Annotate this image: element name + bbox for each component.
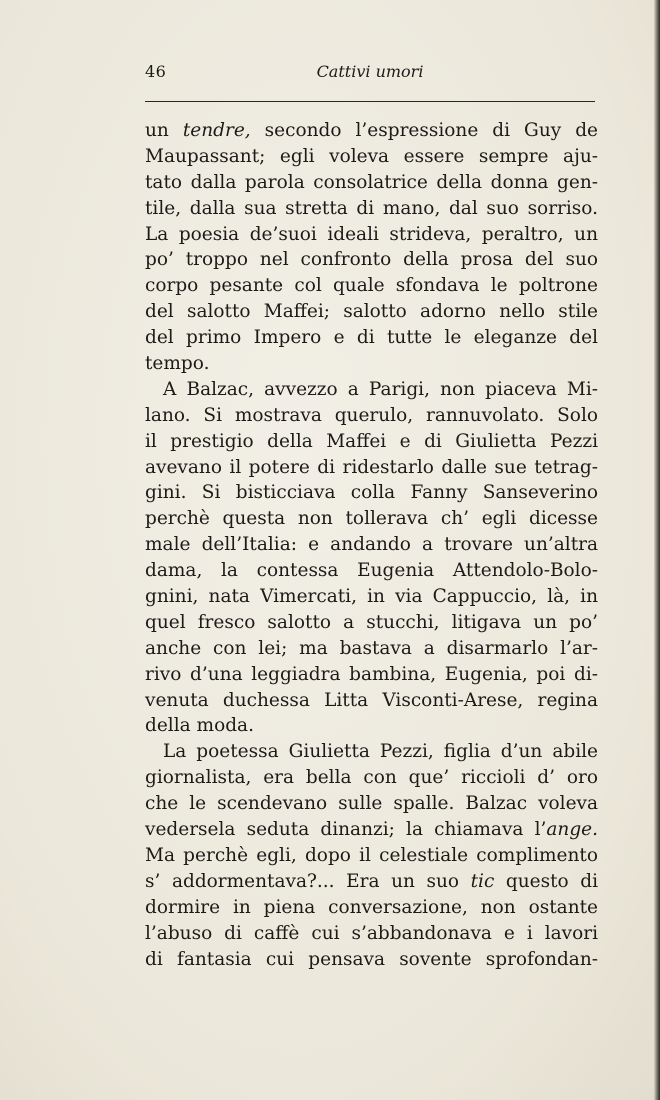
text-line: tato dalla parola consolatrice della donna gen-	[145, 171, 598, 193]
text-line: che le scendevano sulle spalle. Balzac voleva	[145, 793, 598, 815]
text-line: vedersela seduta dinanzi; la chiamava l’ange.	[145, 819, 598, 841]
text-line: lano. Si mostrava querulo, rannuvolato. Solo	[145, 404, 598, 426]
text-line: del primo Impero e di tutte le eleganze del	[145, 327, 598, 349]
text-line: La poesia de’suoi ideali strideva, peraltro, un	[145, 223, 598, 245]
text-line: Ma perchè egli, dopo il celestiale complimento	[145, 844, 598, 866]
text-line: tile, dalla sua stretta di mano, dal suo sorriso.	[145, 197, 598, 219]
text-line: di fantasia cui pensava sovente sprofondan-	[145, 948, 598, 970]
text-line: gnini, nata Vimercati, in via Cappuccio, là, in	[145, 586, 598, 608]
text-line: s’ addormentava?... Era un suo tic questo di	[145, 870, 599, 892]
running-title: Cattivi umori	[316, 62, 424, 81]
page-header	[145, 62, 595, 92]
text-line: anche con lei; ma bastava a disarmarlo l’ar-	[145, 637, 598, 659]
text-line: tempo.	[145, 353, 210, 375]
text-line: dama, la contessa Eugenia Attendolo-Bolo-	[145, 560, 598, 582]
text-line: perchè questa non tollerava ch’ egli dicesse	[145, 508, 598, 530]
text-line: giornalista, era bella con que’ riccioli d’ oro	[145, 767, 598, 789]
text-line: A Balzac, avvezzo a Parigi, non piaceva Mi-	[163, 378, 598, 400]
text-line: un tendre, secondo l’espressione di Guy de	[145, 120, 598, 141]
text-line: della moda.	[145, 715, 254, 737]
text-line: del salotto Maffei; salotto adorno nello stile	[145, 301, 598, 323]
text-line: corpo pesante col quale sfondava le poltrone	[145, 275, 598, 297]
text-line: male dell’Italia: e andando a trovare un’altra	[145, 534, 598, 556]
text-line: l’abuso di caffè cui s’abbandonava e i lavori	[145, 922, 598, 944]
text-line: quel fresco salotto a stucchi, litigava un po’	[145, 611, 598, 633]
header-rule	[145, 101, 595, 102]
text-line: dormire in piena conversazione, non ostante	[145, 896, 598, 918]
text-line: po’ troppo nel confronto della prosa del suo	[145, 249, 598, 271]
page-number: 46	[145, 62, 167, 81]
body-text	[145, 118, 598, 972]
text-line: venuta duchessa Litta Visconti-Arese, regina	[145, 689, 598, 711]
text-line: rivo d’una leggiadra bambina, Eugenia, poi di-	[145, 663, 598, 685]
text-line: il prestigio della Maffei e di Giulietta Pezzi	[145, 430, 598, 452]
text-line: La poetessa Giulietta Pezzi, figlia d’un abile	[163, 741, 598, 763]
text-line: Maupassant; egli voleva essere sempre aju-	[145, 145, 598, 167]
text-line: gini. Si bisticciava colla Fanny Sanseverino	[145, 482, 598, 504]
text-line: avevano il potere di ridestarlo dalle sue tetrag-	[145, 456, 598, 478]
page-edge-shadow	[654, 0, 660, 1100]
